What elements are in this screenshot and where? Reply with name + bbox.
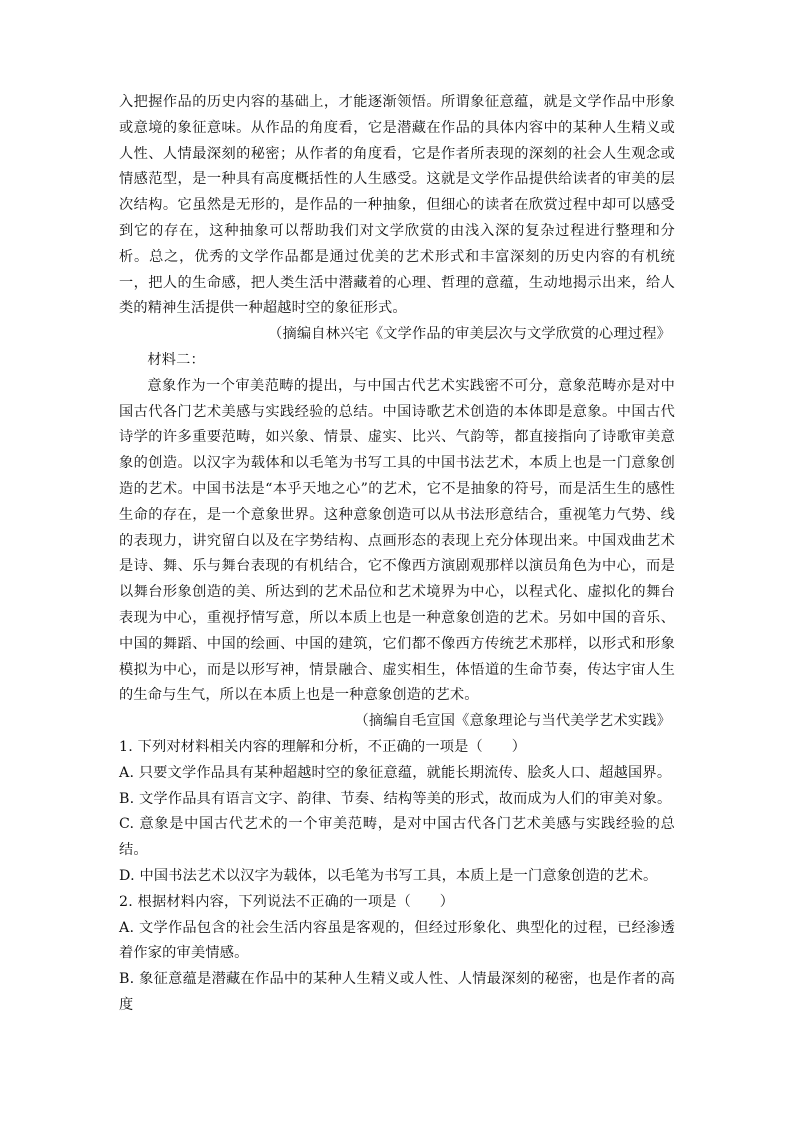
question-1-option-d: D. 中国书法艺术以汉字为载体，以毛笔为书写工具，本质上是一门意象创造的艺术。: [119, 867, 658, 884]
question-1-stem: 1. 下列对材料相关内容的理解和分析，不正确的一项是（ ）: [119, 738, 527, 755]
question-2-option-a: A. 文学作品包含的社会生活内容虽是客观的，但经过形象化、典型化的过程，已经渗透着作家的审美情感。: [119, 919, 675, 962]
page-content: [119, 90, 675, 1019]
question-1-option-a: A. 只要文学作品具有某种超越时空的象征意蕴，就能长期流传、脍炙人口、超越国界。: [119, 764, 672, 781]
material2-paragraph: 意象作为一个审美范畴的提出，与中国古代艺术实践密不可分，意象范畴亦是对中国古代各门艺术美感与实践经验的总结。中国诗歌艺术创造的本体即是意象。中国古代诗学的许多重要范畴，如兴象、情景、虚实、比兴、气韵等，都直接指向了诗歌审美意象的创造。以汉字为载体和以毛笔为书写工具的中国书法艺术，本质上也是一门意象创造的艺术。中国书法是“本乎天地之心”的艺术，它不是抽象的符号，而是活生生的感性生命的存在，是一个意象世界。这种意象创造可以从书法形意结合，重视笔力气势、线的表现力，讲究留白以及在字势结构、点画形态的表现上充分体现出来。中国戏曲艺术是诗、舞、乐与舞台表现的有机结合，它不像西方演剧观那样以演员角色为中心，而是以舞台形象创造的美、所达到的艺术品位和艺术境界为中心，以程式化、虚拟化的舞台表现为中心，重视抒情写意，所以本质上也是一种意象创造的艺术。另如中国的音乐、中国的舞蹈、中国的绘画、中国的建筑，它们都不像西方传统艺术那样，以形式和形象模拟为中心，而是以形写神，情景融合、虚实相生，体悟道的生命节奏，传达宇宙人生的生命与生气，所以在本质上也是一种意象创造的艺术。: [119, 377, 675, 704]
question-1-option-c: C. 意象是中国古代艺术的一个审美范畴，是对中国古代各门艺术美感与实践经验的总结。: [119, 816, 675, 859]
question-2-stem: 2. 根据材料内容，下列说法不正确的一项是（ ）: [119, 893, 455, 910]
material1-paragraph: 入把握作品的历史内容的基础上，才能逐渐领悟。所谓象征意蕴，就是文学作品中形象或意境的象征意味。从作品的角度看，它是潜藏在作品的具体内容中的某种人生精义或人性、人情最深刻的秘密；从作者的角度看，它是作者所表现的深刻的社会人生观念或情感范型，是一种具有高度概括性的人生感受。这就是文学作品提供给读者的审美的层次结构。它虽然是无形的，是作品的一种抽象，但细心的读者在欣赏过程中却可以感受到它的存在，这种抽象可以帮助我们对文学欣赏的由浅入深的复杂过程进行整理和分析。总之，优秀的文学作品都是通过优美的艺术形式和丰富深刻的历史内容的有机统一，把人的生命感，把人类生活中潜藏着的心理、哲理的意蕴，生动地揭示出来，给人类的精神生活提供一种超越时空的象征形式。: [119, 94, 675, 317]
material2-heading: 材料二：: [147, 351, 205, 368]
question-2-option-b: B. 象征意蕴是潜藏在作品中的某种人生精义或人性、人情最深刻的秘密，也是作者的高度: [119, 971, 675, 1013]
material2-source: （摘编自毛宣国《意象理论与当代美学艺术实践》: [354, 713, 671, 730]
question-1-option-b: B. 文学作品具有语言文字、韵律、节奏、结构等美的形式，故而成为人们的审美对象。: [119, 790, 672, 807]
material1-source: （摘编自林兴宅《文学作品的审美层次与文学欣赏的心理过程》: [268, 326, 671, 343]
